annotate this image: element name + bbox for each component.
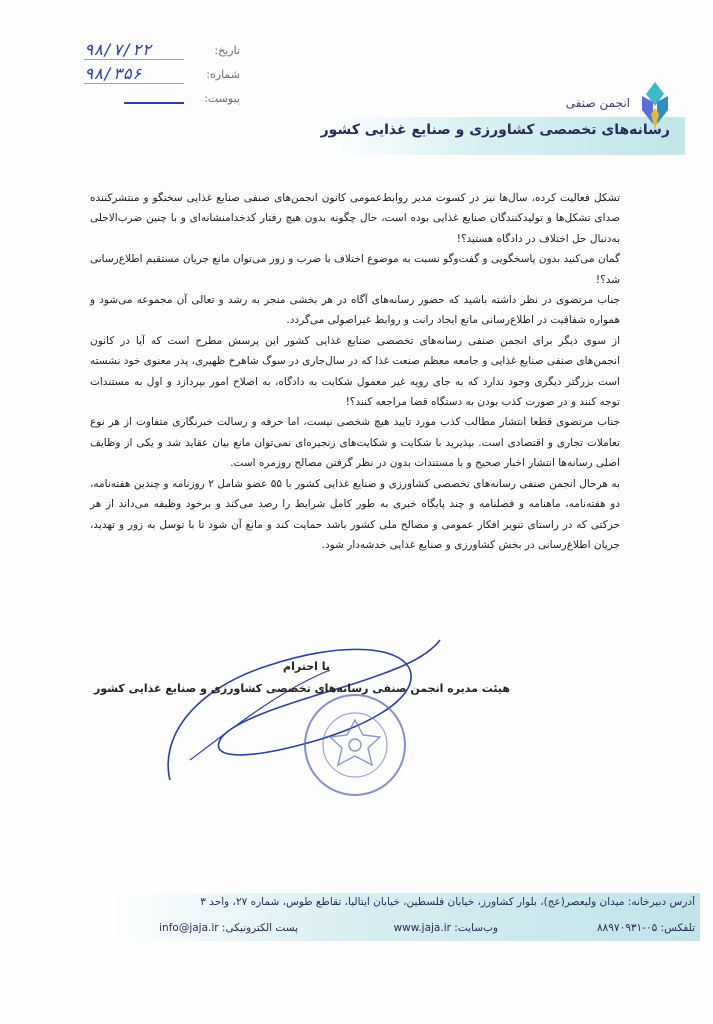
paragraph: به هرحال انجمن صنفی رسانه‌های تخصصی کشاورزی و صنایع غذایی کشور با ۵۵ عضو شامل ۲ روزنامه و چندین هفته‌نامه، دو هفته‌نامه، ماهنامه و فصلنامه و چند پایگاه خبری به طور کامل شرایط را رصد می‌کند و برخود وظیفه می‌داند از هر حرکتی که در راستای تنویر افکار عمومی و مصالح ملی کشور باشد حمایت کند و مانع آن شود تا با توسل به زور و تهدید، جریان اطلاع‌رسانی در بخش کشاورزی و صنایع غذایی خدشه‌دار شود.: [90, 477, 620, 551]
footer-website: وب‌سایت: www.jaja.ir: [393, 922, 498, 934]
paragraph: تشکل فعالیت کرده، سال‌ها نیز در کسوت مدیر روابط‌عمومی کانون انجمن‌های صنفی صنایع غذایی سخنگو و منتشرکننده صدای تشکل‌ها و تولیدکنندگان صنایع غذایی بوده است، حال چگونه بدون هیچ رفتار کدخدامنشانه‌ای و با چنین ضرب‌الاجلی به‌دنبال حل اختلاف در دادگاه هستید؟!: [90, 192, 620, 245]
number-row: [60, 62, 240, 86]
date-value: ۹۸/۷/۲۲: [84, 40, 184, 60]
date-label: تاریخ:: [214, 43, 240, 57]
letter-meta: [60, 38, 240, 110]
letter-body: [90, 188, 620, 555]
footer-email: پست الکترونیکی: info@jaja.ir: [159, 922, 298, 934]
board-signature-text: هیئت مدیره انجمن صنفی رسانه‌های تخصصی کشاورزی و صنایع غذایی کشور: [94, 682, 510, 695]
attachment-row: [60, 86, 240, 110]
footer-address: آدرس دبیرخانه: میدان ولیعصر(عج)، بلوار کشاورز، خیابان فلسطین، خیابان ایتالیا، تقاطع طوس، شماره ۲۷، واحد ۳: [200, 896, 695, 908]
regards-text: با احترام: [283, 660, 330, 673]
footer-telefax: تلفکس: ۰۵-۸۸۹۷۰۹۳۱: [597, 922, 695, 934]
brand-subtitle: انجمن صنفی: [565, 96, 630, 110]
attachment-value: [124, 92, 184, 104]
paragraph: جناب مرتضوی قطعا انتشار مطالب کذب مورد تایید هیچ شخصی نیست، اما حرفه و رسالت خبرنگاری متفاوت از هر نوع تعاملات تجاری و اقتصادی است. بپذیرید با شکایت و شکایت‌های زنجیره‌ای نمی‌توان مانع بیان عقاید شد و یکی از وظایف اصلی رسانه‌ها انتشار اخبار صحیح و با مستندات بدون در نظر گرفتن مصالح روزمره است.: [90, 416, 620, 470]
number-value: ۹۸/۳۵۶: [84, 64, 184, 84]
paragraph: از سوی دیگر برای انجمن صنفی رسانه‌های تخصصی صنایع غذایی کشور این پرسش مطرح است که آیا در کانون انجمن‌های صنفی صنایع غذایی و جامعه معظم صنعت غذا که در سال‌جاری در سوگ شاهرخ ظهیری، پدر معنوی خود نشسته است بزرگتر دیگری وجود ندارد که به جای رویه غیر معمول شکایت به دادگاه، به اصلاح امور بپردازد و اول به مستندات توجه کنند و در صورت کذب بودن به دستگاه قضا مراجعه کنند؟!: [90, 334, 620, 409]
date-row: [60, 38, 240, 62]
brand-title: رسانه‌های تخصصی کشاورزی و صنایع غذایی کشور: [320, 122, 670, 138]
paragraph: گمان می‌کنید بدون پاسخگویی و گفت‌وگو نسبت به موضوع اختلاف با ضرب و زور می‌توان مانع جریان مستقیم اطلاع‌رسانی شد؟!: [90, 253, 620, 286]
attachment-label: پیوست:: [204, 91, 240, 105]
paragraph: جناب مرتضوی در نظر داشته باشید که حضور رسانه‌های آگاه در هر بخشی منجر به رشد و تعالی آن مجموعه می‌شود و همواره شفافیت در اطلاع‌رسانی مانع ایجاد رانت و روابط غیراصولی می‌گردد.: [90, 294, 620, 327]
official-stamp: [300, 690, 410, 800]
number-label: شماره:: [206, 67, 240, 81]
